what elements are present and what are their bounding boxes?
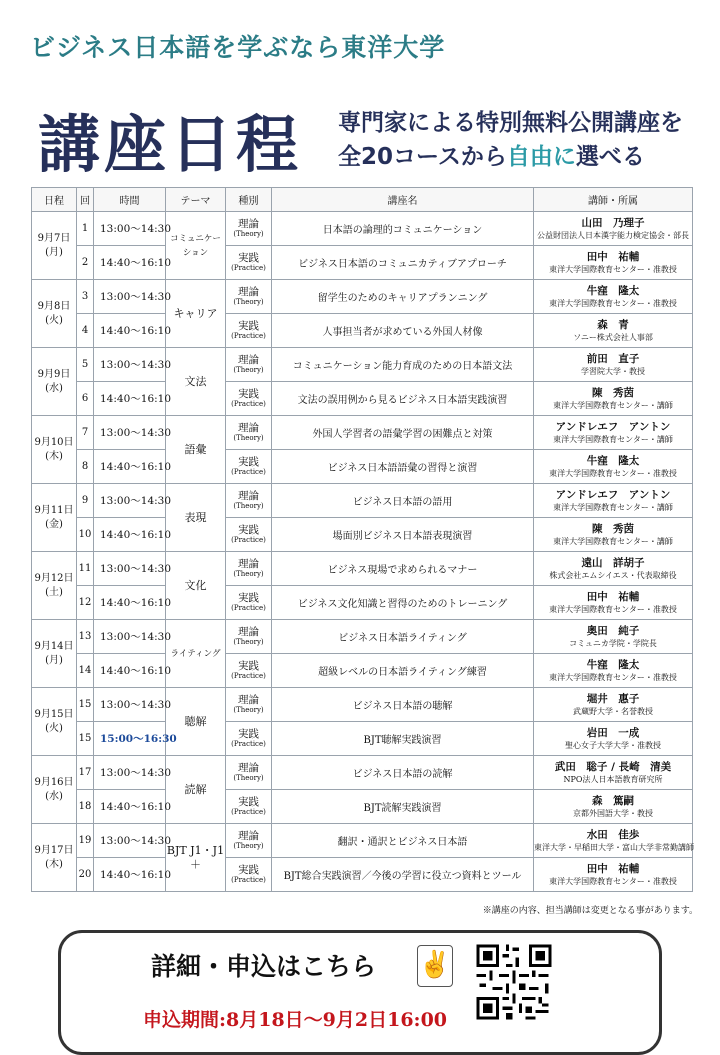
session-time: 13:00～14:30: [94, 688, 166, 722]
instructor-affiliation: ソニー株式会社人事部: [573, 332, 653, 342]
header-type: 種別: [226, 188, 272, 212]
session-type-en: (Theory): [233, 434, 264, 442]
session-number: 17: [77, 756, 94, 790]
session-number: 2: [77, 246, 94, 280]
instructor-cell: [534, 688, 693, 722]
instructor-affiliation: 株式会社エムシイエス・代表取締役: [549, 570, 677, 580]
day-of-week: (月): [45, 654, 63, 666]
course-title: ビジネス現場で求められるマナー: [272, 552, 534, 586]
session-type: 理論: [238, 490, 259, 502]
session-type: 理論: [238, 558, 259, 570]
instructor-name: 田中 祐輔: [586, 250, 640, 263]
session-time: 14:40～16:10: [94, 654, 166, 688]
page-title: 講座日程: [38, 108, 303, 181]
type-cell: [226, 484, 272, 518]
instructor-cell: [534, 552, 693, 586]
session-type: 実践: [238, 660, 259, 672]
table-row: [32, 212, 693, 246]
instructor-cell: [534, 450, 693, 484]
instructor-name: 陳 秀茵: [592, 522, 634, 535]
session-time: 15:00～16:30: [94, 722, 166, 756]
session-number: 8: [77, 450, 94, 484]
theme-cell: ライティング: [166, 620, 226, 688]
instructor-name: 森 青: [597, 318, 629, 331]
instructor-name: 山田 乃理子: [581, 216, 645, 229]
course-title: 翻訳・通訳とビジネス日本語: [272, 824, 534, 858]
table-row: [32, 450, 693, 484]
instructor-affiliation: 東洋大学国際教育センター・講師: [553, 536, 673, 546]
instructor-cell: [534, 348, 693, 382]
headline: [338, 106, 683, 174]
session-number: 12: [77, 586, 94, 620]
date: 9月11日: [34, 504, 74, 516]
day-of-week: (火): [45, 722, 63, 734]
instructor-affiliation: 東洋大学国際教育センター・准教授: [549, 468, 677, 478]
session-time: 14:40～16:10: [94, 858, 166, 892]
theme-cell: 文化: [166, 552, 226, 620]
course-title: ビジネス日本語の聴解: [272, 688, 534, 722]
instructor-cell: [534, 484, 693, 518]
session-number: 4: [77, 314, 94, 348]
course-title: 外国人学習者の語彙学習の困難点と対策: [272, 416, 534, 450]
date-cell: [32, 484, 77, 552]
type-cell: [226, 824, 272, 858]
day-of-week: (火): [45, 314, 63, 326]
instructor-affiliation: 東洋大学国際教育センター・准教授: [549, 298, 677, 308]
table-row: [32, 314, 693, 348]
date-cell: [32, 280, 77, 348]
instructor-cell: [534, 790, 693, 824]
instructor-name: 遠山 詳胡子: [581, 556, 645, 569]
table-row: [32, 552, 693, 586]
theme-cell: キャリア: [166, 280, 226, 348]
session-time: 13:00～14:30: [94, 620, 166, 654]
course-title: 日本語の論理的コミュニケーション: [272, 212, 534, 246]
instructor-affiliation: 東洋大学国際教育センター・准教授: [549, 876, 677, 886]
session-number: 19: [77, 824, 94, 858]
type-cell: [226, 790, 272, 824]
instructor-affiliation: 東洋大学・早稲田大学・富山大学非常勤講師: [534, 842, 694, 852]
instructor-name: 牛窪 隆太: [586, 658, 640, 671]
session-time: 13:00～14:30: [94, 552, 166, 586]
type-cell: [226, 246, 272, 280]
instructor-cell: [534, 280, 693, 314]
session-number: 18: [77, 790, 94, 824]
date: 9月7日: [37, 232, 71, 244]
header-time: 時間: [94, 188, 166, 212]
instructor-name: 武田 聡子 / 長崎 清美: [554, 760, 672, 773]
session-type-en: (Theory): [233, 638, 264, 646]
instructor-affiliation: 京都外国語大学・教授: [573, 808, 653, 818]
type-cell: [226, 450, 272, 484]
session-number: 7: [77, 416, 94, 450]
type-cell: [226, 416, 272, 450]
session-number: 20: [77, 858, 94, 892]
instructor-affiliation: 学習院大学・教授: [581, 366, 645, 376]
session-type-en: (Theory): [233, 774, 264, 782]
session-type-en: (Theory): [233, 570, 264, 578]
date: 9月15日: [34, 708, 74, 720]
instructor-affiliation: 東洋大学国際教育センター・講師: [553, 502, 673, 512]
course-title: コミュニケーション能力育成のための日本語文法: [272, 348, 534, 382]
course-title: ビジネス日本語の語用: [272, 484, 534, 518]
session-time: 13:00～14:30: [94, 756, 166, 790]
date: 9月16日: [34, 776, 74, 788]
type-cell: [226, 518, 272, 552]
instructor-cell: [534, 314, 693, 348]
table-row: [32, 688, 693, 722]
session-time: 14:40～16:10: [94, 450, 166, 484]
course-title: BJT総合実践演習／今後の学習に役立つ資料とツール: [272, 858, 534, 892]
instructor-cell: [534, 722, 693, 756]
day-of-week: (土): [45, 586, 63, 598]
instructor-cell: [534, 416, 693, 450]
session-type: 実践: [238, 864, 259, 876]
header-no: 回: [77, 188, 94, 212]
instructor-cell: [534, 824, 693, 858]
instructor-name: アンドレエフ アントン: [555, 420, 671, 433]
session-type-en: (Theory): [233, 298, 264, 306]
session-type-en: (Practice): [231, 264, 266, 272]
qr-code-icon[interactable]: [473, 941, 555, 1023]
hand-peace-icon: ✌: [417, 945, 453, 987]
session-type-en: (Practice): [231, 672, 266, 680]
table-row: [32, 518, 693, 552]
table-row: [32, 858, 693, 892]
instructor-name: 堀井 惠子: [586, 692, 640, 705]
date-cell: [32, 824, 77, 892]
header-theme: テーマ: [166, 188, 226, 212]
instructor-name: 牛窪 隆太: [586, 284, 640, 297]
instructor-affiliation: 聖心女子大学大学・准教授: [565, 740, 661, 750]
table-row: [32, 654, 693, 688]
instructor-name: 水田 佳歩: [586, 828, 640, 841]
instructor-cell: [534, 586, 693, 620]
course-title: 留学生のためのキャリアプランニング: [272, 280, 534, 314]
table-row: [32, 246, 693, 280]
table-row: [32, 790, 693, 824]
course-title: ビジネス日本語語彙の習得と演習: [272, 450, 534, 484]
session-type: 理論: [238, 626, 259, 638]
session-number: 14: [77, 654, 94, 688]
session-number: 9: [77, 484, 94, 518]
change-note: ※講座の内容、担当講師は変更となる事があります。: [482, 906, 698, 916]
session-number: 6: [77, 382, 94, 416]
headline-line-1: 専門家による特別無料公開講座を: [338, 110, 683, 136]
day-of-week: (金): [45, 518, 63, 530]
course-title: BJT聴解実践演習: [272, 722, 534, 756]
type-cell: [226, 348, 272, 382]
session-time: 14:40～16:10: [94, 382, 166, 416]
date: 9月17日: [34, 844, 74, 856]
session-type: 理論: [238, 762, 259, 774]
type-cell: [226, 688, 272, 722]
session-type-en: (Theory): [233, 706, 264, 714]
session-number: 15: [77, 688, 94, 722]
instructor-name: 森 篤嗣: [592, 794, 634, 807]
table-row: [32, 722, 693, 756]
instructor-affiliation: 東洋大学国際教育センター・講師: [553, 400, 673, 410]
session-time: 13:00～14:30: [94, 212, 166, 246]
header-instructor: 講師・所属: [534, 188, 693, 212]
instructor-affiliation: 東洋大学国際教育センター・准教授: [549, 264, 677, 274]
session-type-en: (Theory): [233, 230, 264, 238]
headline-part-a: 全20コースから: [338, 144, 507, 170]
session-type: 実践: [238, 252, 259, 264]
schedule-table: [31, 187, 693, 892]
table-row: [32, 484, 693, 518]
instructor-name: 岩田 一成: [586, 726, 640, 739]
session-time: 13:00～14:30: [94, 484, 166, 518]
session-time: 13:00～14:30: [94, 824, 166, 858]
session-time: 14:40～16:10: [94, 518, 166, 552]
theme-cell: 表現: [166, 484, 226, 552]
instructor-name: 田中 祐輔: [586, 862, 640, 875]
date: 9月8日: [37, 300, 71, 312]
type-cell: [226, 280, 272, 314]
session-type: 理論: [238, 830, 259, 842]
session-number: 5: [77, 348, 94, 382]
session-type: 理論: [238, 286, 259, 298]
date-cell: [32, 416, 77, 484]
course-title: ビジネス日本語のコミュニカティブアプローチ: [272, 246, 534, 280]
theme-cell: 聴解: [166, 688, 226, 756]
course-title: 場面別ビジネス日本語表現演習: [272, 518, 534, 552]
date-cell: [32, 756, 77, 824]
session-type: 実践: [238, 524, 259, 536]
table-row: [32, 586, 693, 620]
instructor-cell: [534, 756, 693, 790]
header-date: 日程: [32, 188, 77, 212]
instructor-affiliation: NPO法人日本語教育研究所: [563, 774, 663, 784]
date-cell: [32, 688, 77, 756]
session-number: 11: [77, 552, 94, 586]
session-type-en: (Practice): [231, 468, 266, 476]
type-cell: [226, 722, 272, 756]
instructor-name: 陳 秀茵: [592, 386, 634, 399]
session-number: 1: [77, 212, 94, 246]
instructor-name: 前田 直子: [586, 352, 640, 365]
session-type-en: (Theory): [233, 842, 264, 850]
course-title: 超級レベルの日本語ライティング練習: [272, 654, 534, 688]
day-of-week: (水): [45, 382, 63, 394]
instructor-cell: [534, 518, 693, 552]
session-type-en: (Practice): [231, 400, 266, 408]
session-time: 14:40～16:10: [94, 790, 166, 824]
type-cell: [226, 552, 272, 586]
session-type-en: (Practice): [231, 536, 266, 544]
session-type-en: (Practice): [231, 332, 266, 340]
instructor-affiliation: 武蔵野大学・名誉教授: [573, 706, 653, 716]
date-cell: [32, 552, 77, 620]
table-row: [32, 824, 693, 858]
instructor-cell: [534, 620, 693, 654]
type-cell: [226, 212, 272, 246]
day-of-week: (水): [45, 790, 63, 802]
instructor-name: 田中 祐輔: [586, 590, 640, 603]
session-time: 14:40～16:10: [94, 586, 166, 620]
table-row: [32, 382, 693, 416]
type-cell: [226, 756, 272, 790]
session-number: 3: [77, 280, 94, 314]
date-cell: [32, 620, 77, 688]
day-of-week: (木): [45, 858, 63, 870]
day-of-week: (月): [45, 246, 63, 258]
headline-line-2: [338, 140, 683, 174]
apply-box[interactable]: [58, 930, 662, 1055]
session-number: 15: [77, 722, 94, 756]
instructor-affiliation: 東洋大学国際教育センター・講師: [553, 434, 673, 444]
instructor-name: 奥田 純子: [586, 624, 640, 637]
session-time: 13:00～14:30: [94, 280, 166, 314]
table-row: [32, 280, 693, 314]
session-type: 理論: [238, 218, 259, 230]
header-course: 講座名: [272, 188, 534, 212]
type-cell: [226, 858, 272, 892]
course-title: ビジネス日本語の読解: [272, 756, 534, 790]
session-type: 実践: [238, 728, 259, 740]
table-row: [32, 620, 693, 654]
course-title: ビジネス文化知識と習得のためのトレーニング: [272, 586, 534, 620]
session-type: 実践: [238, 320, 259, 332]
apply-title: 詳細・申込はこちら: [151, 952, 377, 981]
session-type: 実践: [238, 456, 259, 468]
date: 9月10日: [34, 436, 74, 448]
course-title: BJT読解実践演習: [272, 790, 534, 824]
headline-part-c: 選べる: [575, 144, 645, 170]
session-type: 実践: [238, 388, 259, 400]
session-type-en: (Theory): [233, 366, 264, 374]
course-title: 人事担当者が求めている外国人材像: [272, 314, 534, 348]
session-type-en: (Practice): [231, 808, 266, 816]
session-type-en: (Practice): [231, 740, 266, 748]
theme-cell: コミュニケーション: [166, 212, 226, 280]
date: 9月14日: [34, 640, 74, 652]
type-cell: [226, 314, 272, 348]
instructor-name: アンドレエフ アントン: [555, 488, 671, 501]
session-type: 理論: [238, 422, 259, 434]
instructor-name: 牛窪 隆太: [586, 454, 640, 467]
session-type: 理論: [238, 694, 259, 706]
table-header-row: [32, 188, 693, 212]
instructor-cell: [534, 382, 693, 416]
session-time: 14:40～16:10: [94, 246, 166, 280]
date: 9月12日: [34, 572, 74, 584]
theme-cell: BJT J1・J1＋: [166, 824, 226, 892]
apply-period: 申込期間:8月18日～9月2日16:00: [143, 1009, 448, 1031]
session-type-en: (Theory): [233, 502, 264, 510]
date: 9月9日: [37, 368, 71, 380]
session-time: 13:00～14:30: [94, 416, 166, 450]
session-time: 14:40～16:10: [94, 314, 166, 348]
theme-cell: 読解: [166, 756, 226, 824]
session-number: 13: [77, 620, 94, 654]
instructor-cell: [534, 654, 693, 688]
instructor-affiliation: コミュニカ学院・学院長: [569, 638, 657, 648]
instructor-cell: [534, 212, 693, 246]
session-type-en: (Practice): [231, 876, 266, 884]
session-type: 実践: [238, 796, 259, 808]
session-type: 理論: [238, 354, 259, 366]
instructor-affiliation: 公益財団法人日本漢字能力検定協会・部長: [537, 230, 689, 240]
date-cell: [32, 348, 77, 416]
theme-cell: 文法: [166, 348, 226, 416]
table-row: [32, 756, 693, 790]
theme-cell: 語彙: [166, 416, 226, 484]
headline-accent: 自由に: [506, 144, 576, 170]
type-cell: [226, 382, 272, 416]
table-row: [32, 348, 693, 382]
instructor-affiliation: 東洋大学国際教育センター・准教授: [549, 672, 677, 682]
course-title: ビジネス日本語ライティング: [272, 620, 534, 654]
table-row: [32, 416, 693, 450]
session-type-en: (Practice): [231, 604, 266, 612]
session-type: 実践: [238, 592, 259, 604]
session-time: 13:00～14:30: [94, 348, 166, 382]
instructor-cell: [534, 246, 693, 280]
type-cell: [226, 620, 272, 654]
instructor-affiliation: 東洋大学国際教育センター・准教授: [549, 604, 677, 614]
course-title: 文法の誤用例から見るビジネス日本語実践演習: [272, 382, 534, 416]
session-number: 10: [77, 518, 94, 552]
type-cell: [226, 586, 272, 620]
header-subtitle: ビジネス日本語を学ぶなら東洋大学: [30, 33, 446, 62]
date-cell: [32, 212, 77, 280]
type-cell: [226, 654, 272, 688]
instructor-cell: [534, 858, 693, 892]
day-of-week: (木): [45, 450, 63, 462]
